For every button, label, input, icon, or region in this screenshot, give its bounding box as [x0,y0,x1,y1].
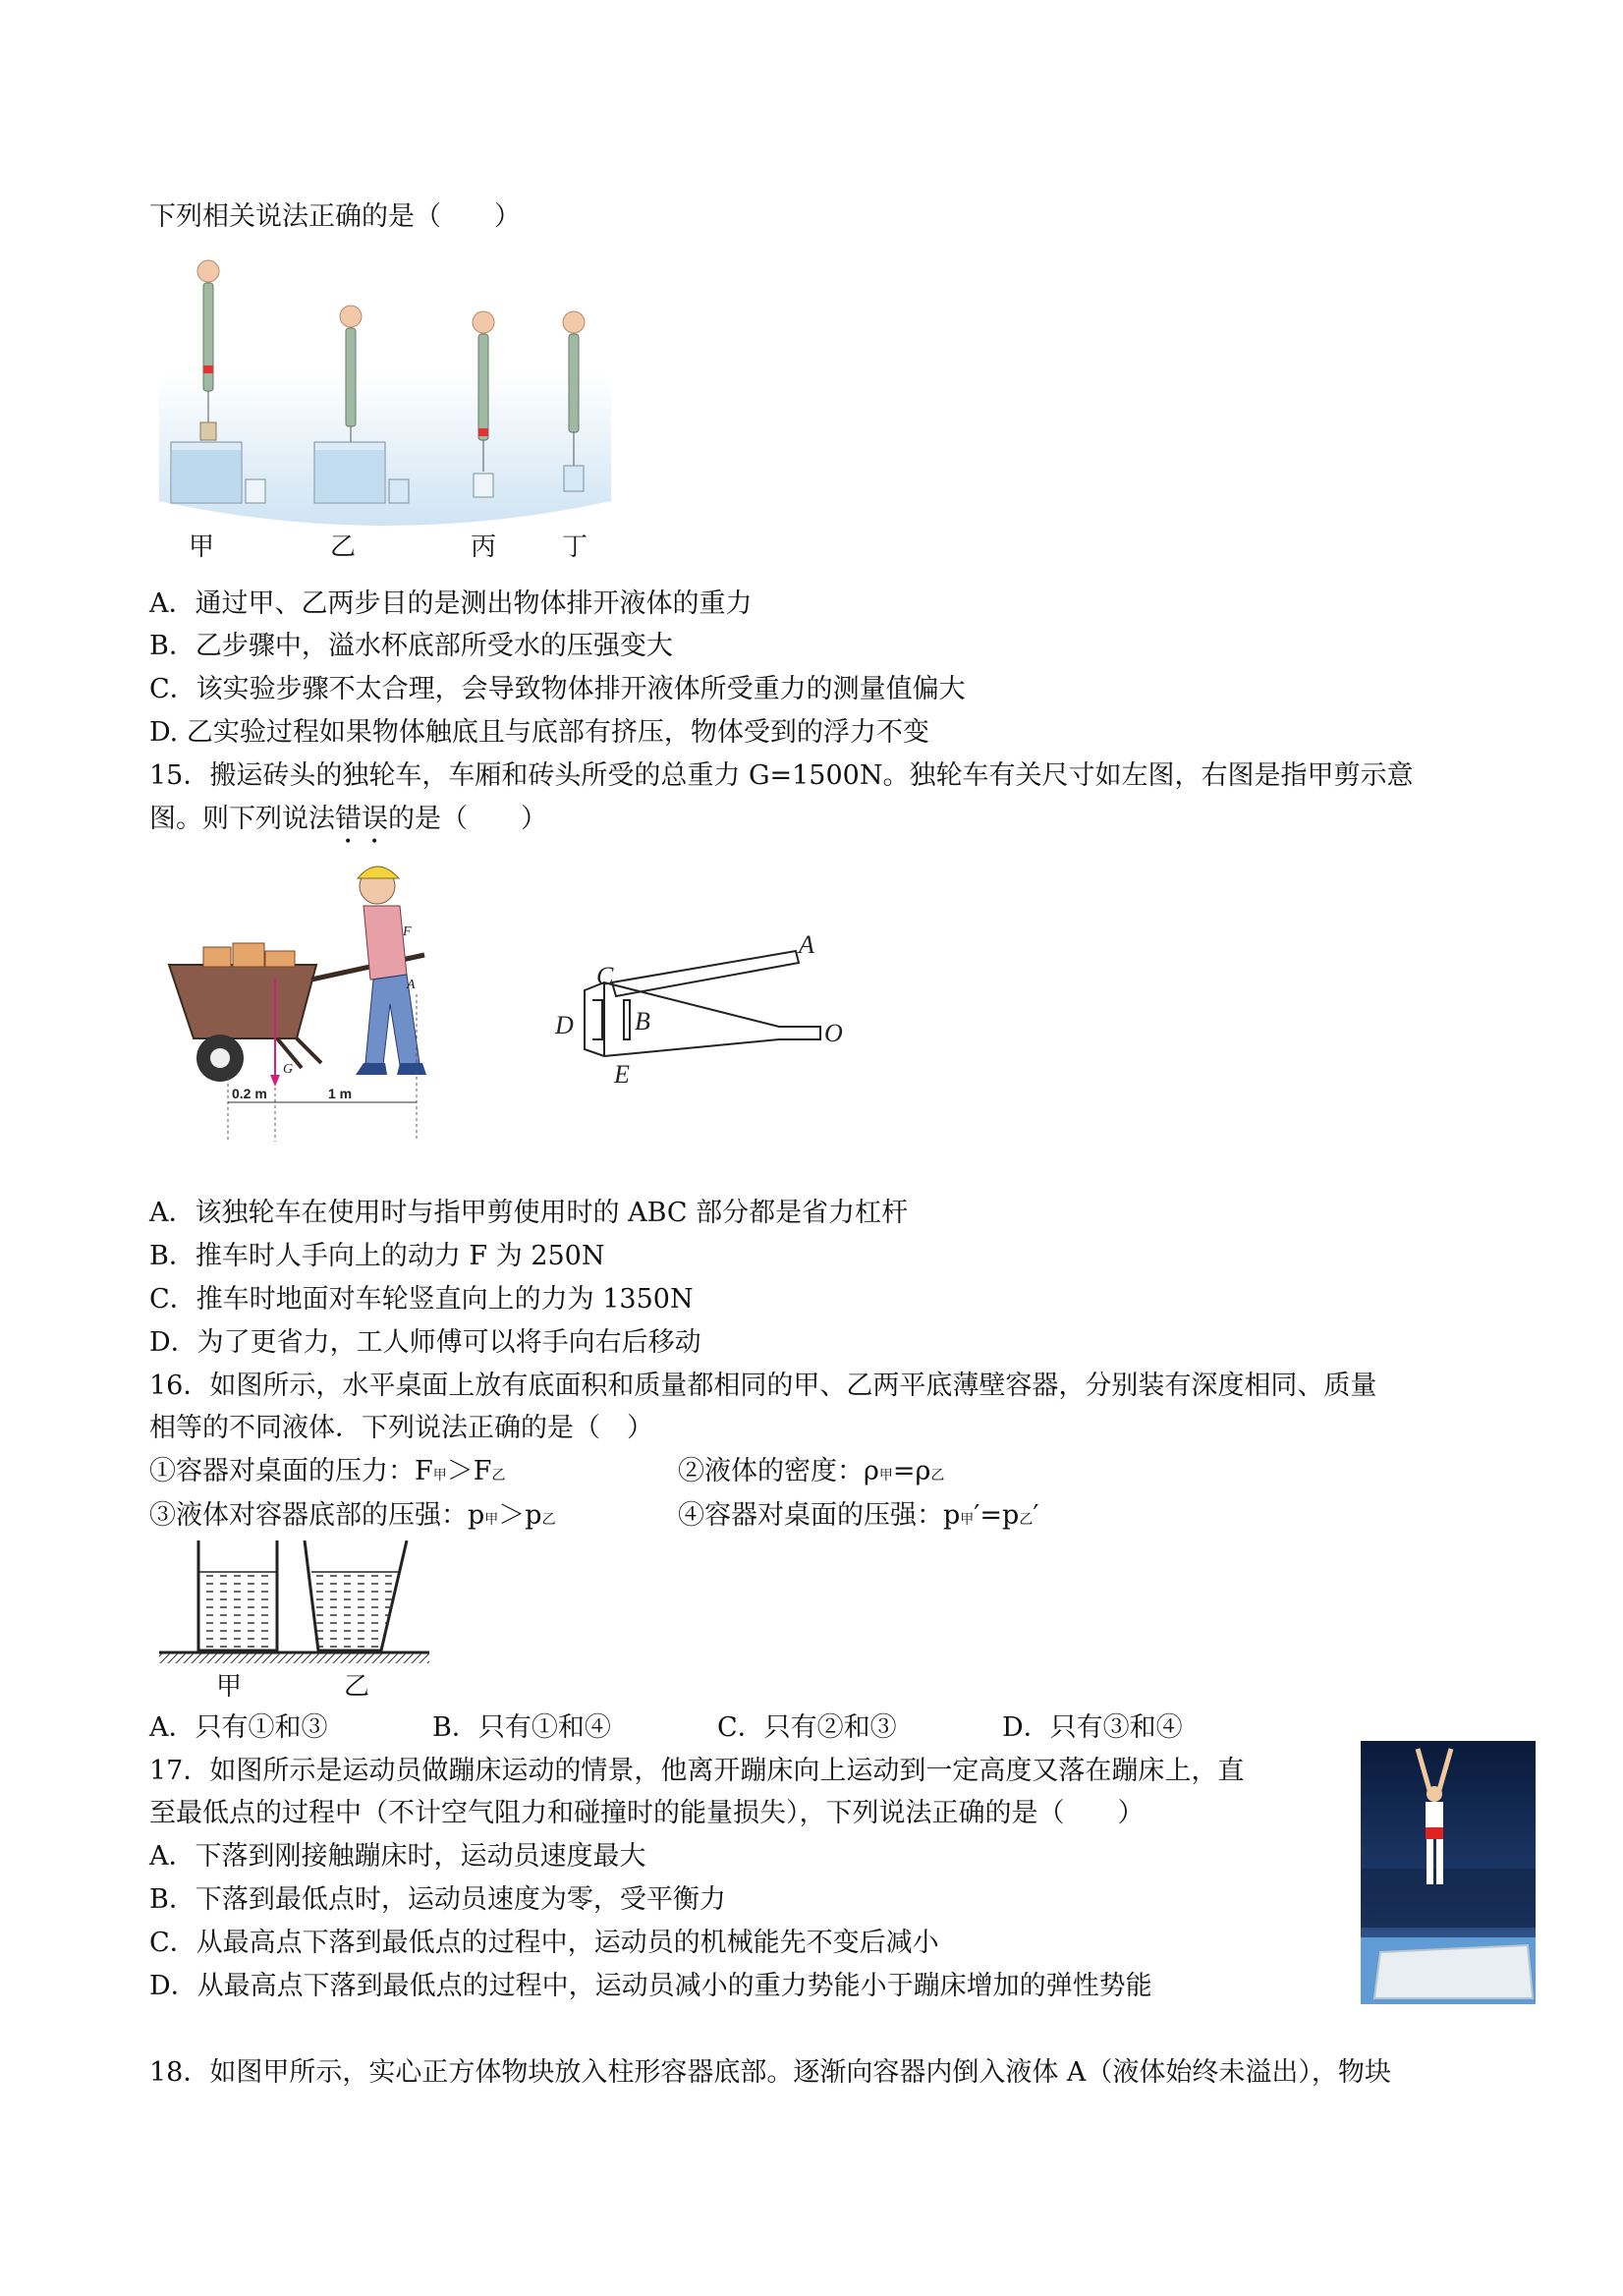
label-jia: 甲 [189,532,215,562]
q15-wheelbarrow-figure [149,857,444,1142]
q16-stem-line2: 相等的不同液体．下列说法正确的是（ ） [149,1413,653,1443]
q17-stem-line2: 至最低点的过程中（不计空气阻力和碰撞时的能量损失），下列说法正确的是（ ） [149,1798,1145,1828]
q15-stem-line1: 15．搬运砖头的独轮车，车厢和砖头所受的总重力 G=1500N。独轮车有关尺寸如左图，右图是指甲剪示意 [149,760,1414,791]
q15-stem-line2: 图。则下列说法错误的是（ ） [149,804,547,834]
clipper-label-c: C [596,962,614,990]
q17-option-c: C．从最高点下落到最低点的过程中，运动员的机械能先不变后减小 [149,1928,939,1958]
label-ding: 丁 [562,532,588,562]
q14-overflow-experiment-figure [149,255,621,570]
q17-trampoline-photo [1361,1741,1536,2004]
clipper-label-d: D [555,1011,574,1039]
distance-1-label: 0.2 m [232,1086,267,1101]
q17-option-b: B．下落到最低点时，运动员速度为零，受平衡力 [149,1884,726,1915]
q15-nail-clipper-figure [545,924,860,1095]
q16-statement-3: ③液体对容器底部的压强：p甲＞p乙 [149,1500,556,1531]
q16-option-a: A．只有①和③ [149,1712,328,1743]
q18-stem-line1: 18．如图甲所示，实心正方体物块放入柱形容器底部。逐渐向容器内倒入液体 A（液体始终未溢出），物块 [149,2057,1391,2088]
emphasis-word: 错误 [335,804,388,834]
q14-option-c: C．该实验步骤不太合理，会导致物体排开液体所受重力的测量值偏大 [149,674,966,704]
q16-statement-1: ①容器对桌面的压力：F甲＞F乙 [149,1456,506,1486]
gravity-label: G [283,1062,294,1077]
q17-option-a: A．下落到刚接触蹦床时，运动员速度最大 [149,1841,646,1872]
q15-option-c: C．推车时地面对车轮竖直向上的力为 1350N [149,1284,694,1315]
q15-option-b: B．推车时人手向上的动力 F 为 250N [149,1241,605,1271]
point-a-label: A [407,978,416,992]
clipper-label-e: E [614,1060,630,1089]
q16-statement-2: ②液体的密度：ρ甲=ρ乙 [678,1456,945,1486]
q17-option-d: D．从最高点下落到最低点的过程中，运动员减小的重力势能小于蹦床增加的弹性势能 [149,1971,1152,2001]
q15-option-d: D．为了更省力，工人师傅可以将手向右后移动 [149,1327,701,1358]
q14-option-b: B．乙步骤中，溢水杯底部所受水的压强变大 [149,631,673,661]
label-jia: 甲 [216,1672,243,1700]
clipper-label-o: O [824,1019,843,1047]
distance-2-label: 1 m [328,1086,353,1101]
q16-option-d: D．只有③和④ [1002,1712,1183,1743]
q16-statement-4: ④容器对桌面的压强：p甲′=p乙′ [678,1500,1039,1531]
label-bing: 丙 [471,532,497,562]
label-yi: 乙 [330,532,357,562]
q14-option-a: A．通过甲、乙两步目的是测出物体排开液体的重力 [149,588,753,619]
q16-stem-line1: 16．如图所示，水平桌面上放有底面积和质量都相同的甲、乙两平底薄壁容器，分别装有深度相同、质量 [149,1371,1377,1401]
label-yi: 乙 [344,1672,370,1700]
clipper-label-a: A [799,930,814,959]
q15-option-a: A．该独轮车在使用时与指甲剪使用时的 ABC 部分都是省力杠杆 [149,1198,909,1228]
clipper-label-b: B [635,1007,650,1036]
q14-option-d: D. 乙实验过程如果物体触底且与底部有挤压，物体受到的浮力不变 [149,717,929,748]
force-label: F [403,924,412,939]
q17-stem-line1: 17．如图所示是运动员做蹦床运动的情景，他离开蹦床向上运动到一定高度又落在蹦床上，直 [149,1756,1245,1786]
q16-option-b: B．只有①和④ [432,1712,611,1743]
q16-containers-figure [149,1540,434,1700]
q16-option-c: C．只有②和③ [717,1712,897,1743]
q14-stem: 下列相关说法正确的是（ ） [149,201,521,232]
